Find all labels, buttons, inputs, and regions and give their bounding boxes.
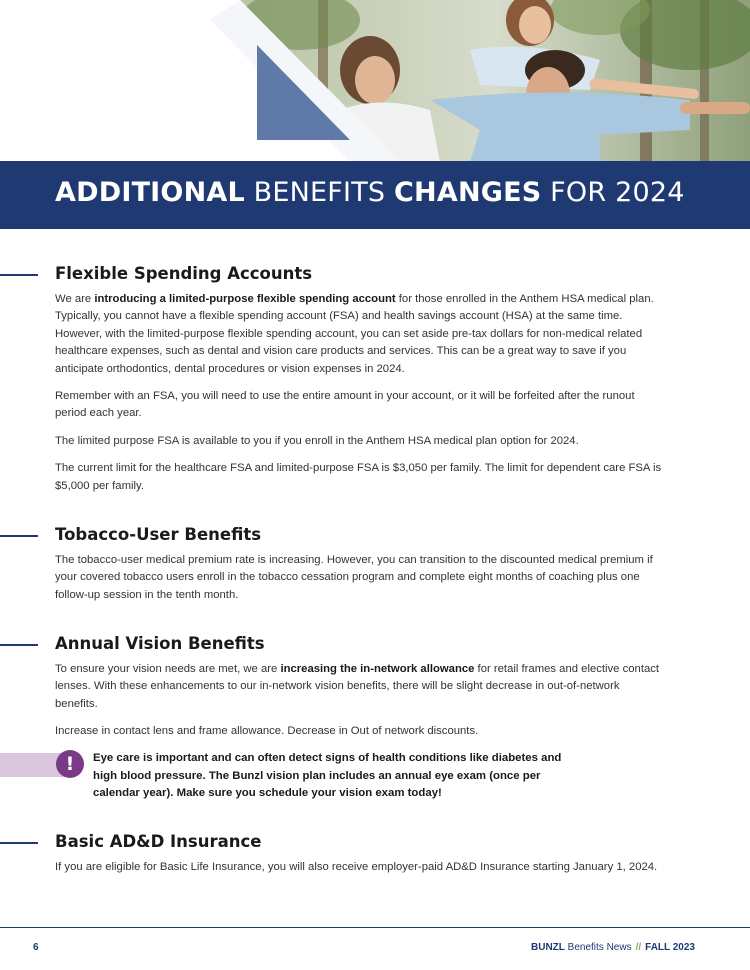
section-heading: Annual Vision Benefits [55, 634, 265, 653]
title-banner [0, 161, 750, 229]
fsa-paragraph-1: We are introducing a limited-purpose flexible spending account for those enrolled in the Anthem HSA medical plan. Typically, you cannot have a flexible spending account (FSA) and health savings account (HSA) at the same time. However, with the limited-purpose flexible spending account, you can set aside pre-tax dollars for non-medical related healthcare expenses, such as dental and vision care products and services. This can be a great way to save if you anticipate orthodontics, dental procedures or vision expenses in 2024. [55, 293, 654, 375]
section-vision [0, 634, 750, 751]
add-paragraph-1: If you are eligible for Basic Life Insurance, you will also receive employer-paid AD&D Insurance starting January 1, 2024. [55, 861, 658, 873]
section-rule [0, 274, 38, 276]
footer-divider [0, 927, 750, 928]
section-heading: Basic AD&D Insurance [55, 832, 262, 851]
fsa-paragraph-2: Remember with an FSA, you will need to use the entire amount in your account, or it will be forfeited after the runout period each year. [55, 390, 635, 420]
brand-logo-text: BUNZL [531, 942, 565, 953]
fsa-paragraph-3: The limited purpose FSA is available to you if you enroll in the Anthem HSA medical plan option for 2024. [55, 434, 579, 447]
footer-publication [531, 942, 695, 953]
issue-season: FALL 2023 [645, 942, 695, 953]
section-rule [0, 535, 38, 537]
section-rule [0, 644, 38, 646]
section-rule [0, 842, 38, 844]
callout-text: Eye care is important and can often detect signs of health conditions like diabetes and high blood pressure. The Bunzl vision plan includes an annual eye exam (once per calendar year). Make sure you schedule your vision exam today! [93, 752, 562, 799]
section-heading: Tobacco-User Benefits [55, 525, 262, 544]
footer-separator: // [635, 942, 642, 953]
vision-paragraph-1: To ensure your vision needs are met, we are increasing the in-network allowance for retail frames and elective contact lenses. With these enhancements to our in-network vision benefits, there will be slight decrease in out-of-network benefits. [55, 663, 660, 710]
tobacco-paragraph-1: The tobacco-user medical premium rate is increasing. However, you can transition to the discounted medical premium if your covered tobacco users enroll in the tobacco cessation program and complete eight months of coaching plus one follow-up session in the tenth month. [55, 554, 653, 601]
vision-paragraph-2: Increase in contact lens and frame allowance. Decrease in Out of network discounts. [55, 725, 479, 738]
section-heading: Flexible Spending Accounts [55, 264, 313, 283]
eye-care-callout [0, 750, 750, 810]
page-number: 6 [33, 942, 39, 953]
section-add [0, 832, 750, 886]
publication-name: Benefits News [564, 942, 632, 953]
exclamation-icon: ! [56, 750, 84, 778]
section-tobacco [0, 525, 750, 614]
fsa-paragraph-4: The current limit for the healthcare FSA and limited-purpose FSA is $3,050 per family. The limit for dependent care FSA is $5,000 per family. [55, 462, 662, 492]
page-title: ADDITIONAL BENEFITS CHANGES FOR 2024 [55, 177, 685, 208]
section-fsa [0, 264, 750, 505]
hero-image [0, 0, 750, 162]
family-photo [0, 0, 750, 162]
